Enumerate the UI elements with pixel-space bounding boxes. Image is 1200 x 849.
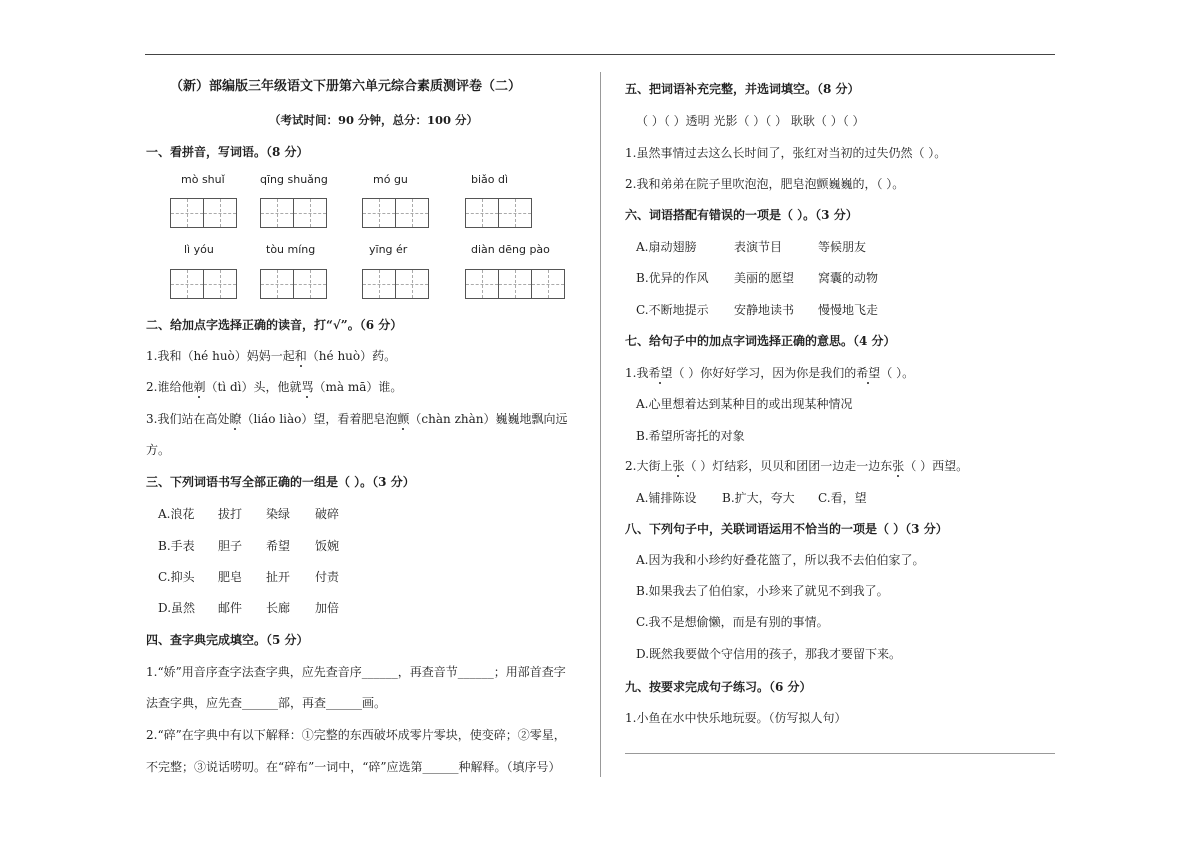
- question-text: （chàn zhàn）巍巍地飘向远: [409, 412, 568, 426]
- option-text: 慢慢地飞走: [818, 303, 879, 317]
- section-9-heading: 九、按要求完成句子练习。（6 分）: [625, 680, 812, 694]
- question-text: （ ）灯结彩，贝贝和团团一边走一边东: [684, 459, 893, 473]
- option-text: A.因为我和小珍约好叠花篮了，所以我不去伯伯家了。: [636, 553, 925, 567]
- question-4-2: 2.“碎”在字典中有以下解释：①完整的东西破坏成零片零块，使变碎；②零星，: [146, 728, 566, 742]
- option-text: 付责: [315, 570, 340, 584]
- section-3-heading: 三、下列词语书写全部正确的一组是（ ）。（3 分）: [146, 475, 415, 489]
- section-1-heading: 一、看拼音，写词语。（8 分）: [146, 145, 309, 159]
- section-5-heading: 五、把词语补充完整，并选词填空。（8 分）: [625, 82, 860, 96]
- option-text: C.我不是想偷懒，而是有别的事情。: [636, 615, 829, 629]
- option-text: C.看，望: [818, 491, 867, 505]
- pinyin-label: diàn dēng pào: [471, 243, 550, 256]
- writing-grid[interactable]: [362, 198, 429, 228]
- option-text: C.不断地提示: [636, 303, 709, 317]
- question-text: （hé huò）药。: [306, 349, 397, 363]
- pinyin-label: biǎo dì: [471, 173, 509, 186]
- option-text: D.既然我要做个守信用的孩子，那我才要留下来。: [636, 647, 902, 661]
- option-text: C.抑头: [158, 570, 195, 584]
- option-text: 拔打: [218, 507, 243, 521]
- exam-subtitle: （考试时间：90 分钟，总分：100 分）: [269, 113, 479, 127]
- option-text: B.优异的作风: [636, 271, 709, 285]
- word-blanks: （ ）（ ）透明 光影（ ）（ ） 耿耿（ ）（ ）: [636, 114, 865, 128]
- question-text: （mà mā）谁。: [313, 380, 403, 394]
- option-text: 表演节目: [734, 240, 783, 254]
- bottom-rule: [625, 753, 1055, 754]
- writing-grid[interactable]: [362, 269, 429, 299]
- option-text: 安静地读书: [734, 303, 795, 317]
- question-9-1: 1.小鱼在水中快乐地玩耍。（仿写拟人句）: [625, 711, 847, 725]
- column-divider: [600, 72, 601, 777]
- pinyin-label: yīng ér: [369, 243, 408, 256]
- dotted-char: 瞭: [229, 412, 242, 426]
- option-text: 加倍: [315, 601, 340, 615]
- dotted-char: 和: [294, 349, 307, 363]
- question-2-1: [146, 349, 396, 363]
- option-text: B.手表: [158, 539, 195, 553]
- option-text: D.虽然: [158, 601, 196, 615]
- writing-grid[interactable]: [170, 198, 237, 228]
- section-2-heading: 二、给加点字选择正确的读音，打“√”。（6 分）: [146, 318, 403, 332]
- option-text: A.浪花: [158, 507, 195, 521]
- question-text: （ ）。: [880, 366, 915, 380]
- question-4-1: 1.“娇”用音序查字法查字典，应先查音序______，再查音节______；用部首查字: [146, 665, 566, 679]
- option-text: 窝囊的动物: [818, 271, 879, 285]
- pinyin-label: mò shuǐ: [181, 173, 225, 186]
- option-text: 破碎: [315, 507, 340, 521]
- question-2-2: [146, 380, 402, 394]
- option-text: A.扇动翅膀: [636, 240, 697, 254]
- dotted-char: 剃: [193, 380, 206, 394]
- section-8-heading: 八、下列句子中，关联词语运用不恰当的一项是（ ）（3 分）: [625, 522, 948, 536]
- writing-grid[interactable]: [465, 269, 565, 299]
- top-rule: [145, 54, 1055, 55]
- option-text: 饭婉: [315, 539, 340, 553]
- question-7-1: [625, 366, 914, 380]
- writing-grid[interactable]: [260, 198, 327, 228]
- pinyin-label: mó gu: [373, 173, 408, 186]
- question-4-1-cont: 法查字典，应先查______部，再查______画。: [146, 696, 387, 710]
- question-text: （ ）你好好学习，因为你是我们的: [672, 366, 857, 380]
- question-text: 3.我们站在高处: [146, 412, 230, 426]
- question-text: 2.大街上: [625, 459, 673, 473]
- option-text: 肥皂: [218, 570, 243, 584]
- dotted-char: 张: [672, 459, 685, 473]
- exam-title: （新）部编版三年级语文下册第六单元综合素质测评卷（二）: [170, 79, 522, 94]
- question-2-3-cont: 方。: [146, 443, 171, 457]
- question-text: （ ）西望。: [904, 459, 969, 473]
- option-text: 扯开: [266, 570, 291, 584]
- dotted-char: 骂: [301, 380, 314, 394]
- pinyin-label: qīng shuǎng: [260, 173, 328, 186]
- question-5-2: 2.我和弟弟在院子里吹泡泡，肥皂泡颤巍巍的，（ ）。: [625, 177, 905, 191]
- question-text: （liáo liào）望，看着肥皂泡: [241, 412, 398, 426]
- dotted-word: 希望: [648, 366, 673, 380]
- writing-grid[interactable]: [465, 198, 532, 228]
- option-text: 染绿: [266, 507, 291, 521]
- section-4-heading: 四、查字典完成填空。（5 分）: [146, 633, 309, 647]
- option-text: B.扩大，夸大: [722, 491, 795, 505]
- option-text: 胆子: [218, 539, 243, 553]
- option-text: 美丽的愿望: [734, 271, 795, 285]
- question-5-1: 1.虽然事情过去这么长时间了，张红对当初的过失仍然（ ）。: [625, 146, 947, 160]
- dotted-char: 张: [892, 459, 905, 473]
- option-text: B.如果我去了伯伯家，小珍来了就见不到我了。: [636, 584, 889, 598]
- question-7-2: [625, 459, 968, 473]
- pinyin-label: lì yóu: [184, 243, 214, 256]
- option-text: 长廊: [266, 601, 291, 615]
- question-text: 1.我: [625, 366, 649, 380]
- question-4-2-cont: 不完整；③说话唠叨。在“碎布”一词中，“碎”应选第______种解释。（填序号）: [146, 760, 561, 774]
- dotted-char: 颤: [397, 412, 410, 426]
- writing-grid[interactable]: [170, 269, 237, 299]
- dotted-word: 希望: [856, 366, 881, 380]
- option-text: B.希望所寄托的对象: [636, 429, 745, 443]
- option-text: 邮件: [218, 601, 243, 615]
- question-text: 2.谁给他: [146, 380, 194, 394]
- option-text: 等候朋友: [818, 240, 867, 254]
- question-text: 1.我和（hé huò）妈妈一起: [146, 349, 295, 363]
- option-text: A.心里想着达到某种目的或出现某种情况: [636, 397, 853, 411]
- pinyin-label: tòu míng: [266, 243, 316, 256]
- question-text: （tì dì）头，他就: [205, 380, 302, 394]
- section-7-heading: 七、给句子中的加点字词选择正确的意思。（4 分）: [625, 334, 896, 348]
- question-2-3: [146, 412, 568, 426]
- section-6-heading: 六、词语搭配有错误的一项是（ ）。（3 分）: [625, 208, 858, 222]
- option-text: 希望: [266, 539, 291, 553]
- option-text: A.铺排陈设: [636, 491, 697, 505]
- writing-grid[interactable]: [260, 269, 327, 299]
